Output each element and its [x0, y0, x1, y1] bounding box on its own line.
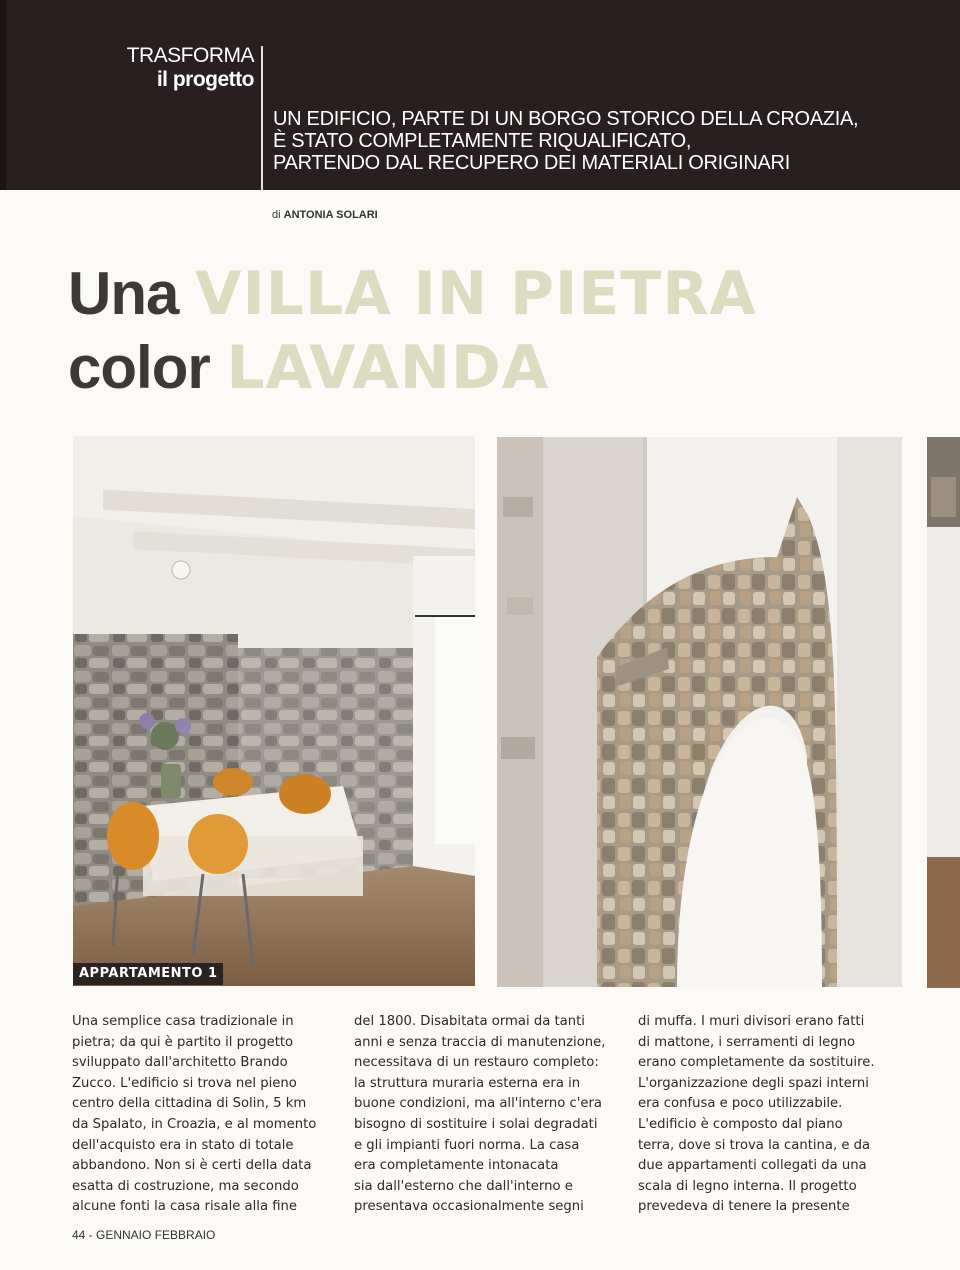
section-label-line1: TRASFORMA: [126, 44, 254, 67]
headline-lavanda: LAVANDA: [226, 333, 550, 403]
stone-arch-illustration: [497, 437, 902, 987]
edge-photo-illustration: [927, 437, 960, 988]
photo-dining-room: [73, 436, 475, 986]
deck-line: UN EDIFICIO, PARTE DI UN BORGO STORICO DELLA CROAZIA,: [273, 108, 859, 130]
body-column-2: [354, 1012, 619, 1218]
body-line: era confusa e poco utilizzabile.: [638, 1096, 843, 1112]
body-line: L'edificio è composto dal piano: [638, 1116, 843, 1132]
section-label-line2: il progetto: [156, 68, 254, 91]
body-line: L'organizzazione degli spazi interni: [638, 1075, 869, 1091]
body-line: e gli impianti fuori norma. La casa: [354, 1137, 580, 1153]
headline-line2: [68, 333, 550, 403]
headline-word-una: Una: [68, 260, 179, 327]
body-line: Zucco. L'edificio si trova nel pieno: [72, 1075, 297, 1091]
body-line: dell'acquisto era in stato di totale: [72, 1137, 294, 1153]
body-line: abbandono. Non si è certi della data: [72, 1158, 312, 1174]
byline-author: ANTONIA SOLARI: [283, 209, 378, 221]
byline: [272, 209, 378, 221]
body-line: del 1800. Disabitata ormai da tanti: [354, 1014, 585, 1029]
body-line: sviluppato dall'architetto Brando: [72, 1055, 288, 1071]
body-line: presentava occasionalmente segni: [354, 1199, 584, 1215]
body-line: buone condizioni, ma all'interno c'era: [354, 1096, 602, 1112]
body-line: due appartamenti collegati da una: [638, 1158, 867, 1174]
section-label: [100, 44, 254, 92]
body-column-3: [638, 1012, 903, 1218]
byline-prefix: di: [272, 209, 281, 221]
body-line: prevedeva di tenere la presente: [638, 1199, 850, 1215]
body-line: pietra; da qui è partito il progetto: [72, 1034, 294, 1050]
dining-room-illustration: [73, 436, 475, 986]
deck-line: PARTENDO DAL RECUPERO DEI MATERIALI ORIGINARI: [273, 152, 790, 174]
photo-caption: APPARTAMENTO 1: [73, 963, 223, 985]
body-line: era completamente intonacata: [354, 1158, 559, 1174]
headline-line1: [68, 259, 757, 329]
body-line: sia dall'esterno che dall'interno e: [354, 1178, 573, 1194]
body-line: erano completamente da sostituire.: [638, 1055, 875, 1071]
deck-text: [273, 108, 933, 174]
body-line: terra, dove si trova la cantina, e da: [638, 1137, 871, 1153]
body-line: anni e senza traccia di manutenzione,: [354, 1034, 606, 1050]
body-line: la struttura muraria esterna era in: [354, 1075, 581, 1091]
body-line: bisogno di sostituire i solai degradati: [354, 1116, 598, 1132]
body-line: alcune fonti la casa risale alla fine: [72, 1199, 297, 1215]
body-line: esatta di costruzione, ma secondo: [72, 1178, 299, 1194]
headline-villa-in-pietra: VILLA IN PIETRA: [195, 259, 757, 329]
body-line: Una semplice casa tradizionale in: [72, 1014, 294, 1029]
photo-edge-strip: [927, 437, 960, 988]
body-line: di mattone, i serramenti di legno: [638, 1034, 856, 1050]
headline-word-color: color: [68, 334, 210, 401]
photo-stone-arch: [497, 437, 902, 987]
body-column-1: [72, 1012, 337, 1218]
body-line: centro della cittadina di Solin, 5 km: [72, 1096, 307, 1112]
body-line: di muffa. I muri divisori erano fatti: [638, 1014, 865, 1029]
body-line: da Spalato, in Croazia, e al momento: [72, 1116, 317, 1132]
deck-line: È STATO COMPLETAMENTE RIQUALIFICATO,: [273, 130, 692, 152]
body-line: scala di legno interna. Il progetto: [638, 1178, 857, 1194]
body-line: necessitava di un restauro completo:: [354, 1055, 599, 1071]
header-divider: [261, 46, 263, 190]
page-folio: 44 - GENNAIO FEBBRAIO: [72, 1228, 216, 1242]
